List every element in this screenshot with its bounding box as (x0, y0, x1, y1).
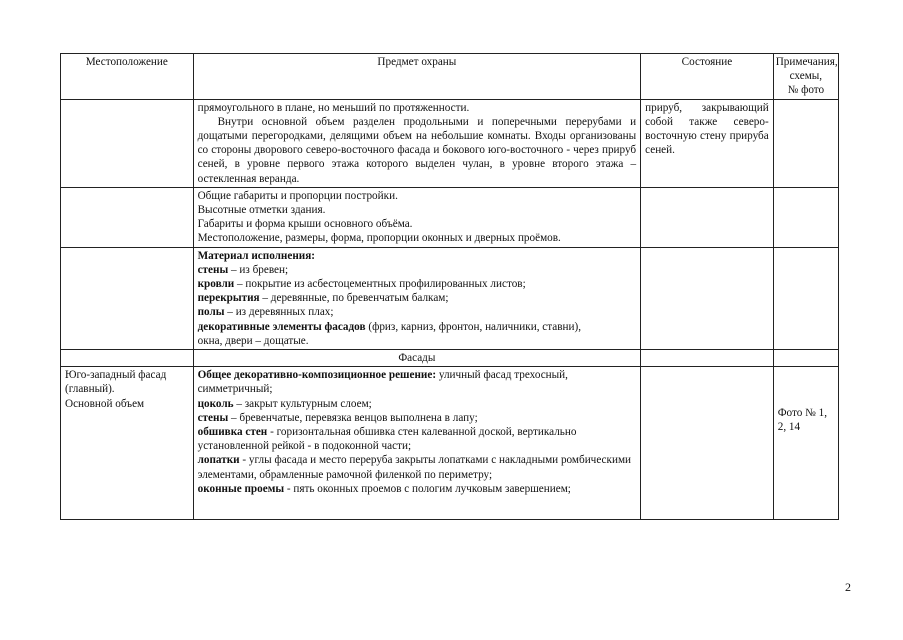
header-notes (773, 54, 838, 100)
cell-notes (773, 99, 838, 187)
subject-text (198, 277, 637, 291)
subject-text: Высотные отметки здания. (197, 204, 326, 217)
term-value: – покрытие из асбестоцементных профилированных листов; (234, 278, 526, 291)
table-row (61, 99, 839, 187)
cell-location (61, 367, 194, 520)
header-location: Местоположение (61, 54, 194, 100)
subject-text (198, 320, 637, 348)
term-value: – из деревянных плах; (224, 306, 334, 319)
protection-subject-table (60, 53, 839, 520)
cell-state (641, 187, 774, 247)
cell-notes (773, 350, 838, 367)
term: оконные проемы (197, 482, 285, 495)
subject-text (198, 291, 637, 305)
term-value: – деревянные, по бревенчатым балкам; (259, 292, 449, 305)
section-title: Фасады (193, 350, 641, 367)
subject-text (198, 453, 637, 481)
page-number: 2 (845, 580, 851, 594)
subject-text (198, 425, 637, 453)
subject-text: Габариты и форма крыши основного объёма. (197, 218, 413, 231)
location-text: Основной объем (65, 397, 145, 410)
cell-location (61, 247, 194, 349)
header-notes-line: Примечания, (775, 56, 838, 68)
table-row (61, 247, 839, 349)
header-subject: Предмет охраны (193, 54, 641, 100)
subject-text: Общие габариты и пропорции постройки. (197, 189, 398, 202)
cell-notes: Фото № 1, 2, 14 (773, 367, 838, 520)
subject-text (198, 368, 637, 396)
cell-state (641, 350, 774, 367)
term-value: - углы фасада и место переруба закрыты лопатками с накладными ромбическими элементами, обрамленные рамочной филенкой по периметру; (197, 454, 632, 481)
cell-state: прируб, закрывающий собой также северо-восточную стену прируба сеней. (641, 99, 774, 187)
cell-state (641, 247, 774, 349)
term-value: уличный фасад трехосный, симметричный; (197, 369, 568, 396)
subject-text: Внутри основной объем разделен продольными и поперечными перерубами и дощатыми перегородками, делящими объем на небольшие комнаты. Входы организованы со стороны дворового северо-восточного фасада и бокового юго-восточного - через прируб сеней, в уровне первого этажа которого выделен чулан, в уровне второго этажа – остекленная веранда. (197, 115, 637, 185)
term-value: – из бревен; (228, 263, 289, 276)
term-value: (фриз, карниз, фронтон, наличники, ставни), окна, двери – дощатые. (197, 320, 582, 347)
header-notes-line: № фото (787, 84, 825, 97)
cell-location (61, 350, 194, 367)
term: обшивка стен (197, 426, 268, 439)
term: кровли (197, 278, 235, 291)
subject-text (198, 305, 637, 319)
header-state: Состояние (641, 54, 774, 100)
table-row (61, 367, 839, 520)
table-row (61, 187, 839, 247)
cell-subject (193, 99, 641, 187)
section-row (61, 350, 839, 367)
cell-subject (193, 367, 641, 520)
term-value: - пять оконных проемов с пологим лучковым завершением; (284, 482, 571, 495)
subject-text: прямоугольного в плане, но меньший по протяженности. (197, 101, 470, 114)
cell-location (61, 187, 194, 247)
subject-text: Материал исполнения: (197, 249, 316, 262)
cell-state (641, 367, 774, 520)
cell-notes (773, 187, 838, 247)
table-header-row (61, 54, 839, 100)
cell-notes (773, 247, 838, 349)
term: Общее декоративно-композиционное решение: (197, 369, 437, 382)
subject-text: Местоположение, размеры, форма, пропорции оконных и дверных проёмов. (197, 232, 561, 245)
cell-subject (193, 247, 641, 349)
location-text: (главный). (65, 383, 115, 396)
term: полы (197, 306, 225, 319)
subject-text (198, 397, 637, 411)
term-value: – бревенчатые, перевязка венцов выполнена в лапу; (228, 411, 478, 424)
term: перекрытия (197, 292, 260, 305)
term: декоративные элементы фасадов (197, 320, 366, 333)
term: стены (197, 263, 229, 276)
subject-text (198, 482, 637, 496)
term: цоколь (197, 397, 234, 410)
term: стены (197, 411, 229, 424)
term: лопатки (197, 454, 240, 467)
subject-text (198, 411, 637, 425)
location-text: Юго-западный фасад (65, 369, 167, 382)
header-notes-line: схемы, (789, 70, 823, 83)
term-value: - горизонтальная обшивка стен калеванной доской, вертикально установленной рейкой - в подоконной части; (197, 426, 577, 453)
term-value: – закрыт культурным слоем; (233, 397, 372, 410)
subject-text (198, 263, 637, 277)
cell-subject (193, 187, 641, 247)
cell-location (61, 99, 194, 187)
